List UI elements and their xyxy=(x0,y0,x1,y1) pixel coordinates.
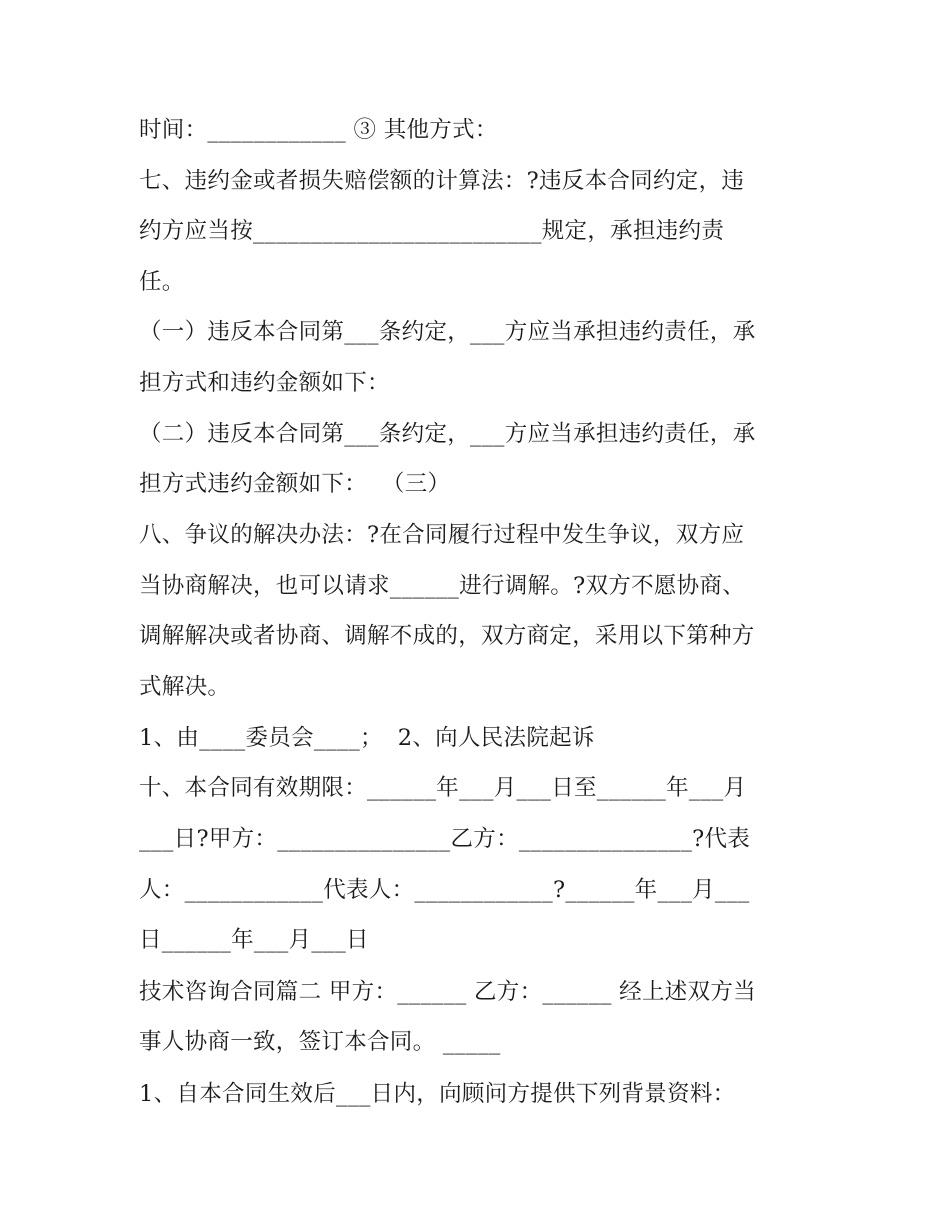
text-line: 任。 xyxy=(139,269,185,295)
text-line: 约方应当按_________________________规定，承担违约责 xyxy=(139,218,725,244)
text-line: 调解解决或者协商、调解不成的，双方商定，采用以下第种方 xyxy=(139,623,755,649)
text-line: 时间：____________ ③ 其他方式： xyxy=(139,117,498,143)
text-line: 八、争议的解决办法：?在合同履行过程中发生争议，双方应 xyxy=(139,522,745,548)
text-line: 1、由____委员会____； 2、向人民法院起诉 xyxy=(139,725,595,751)
text-line: 式解决。 xyxy=(139,674,231,700)
text-line: （二）违反本合同第___条约定，___方应当承担违约责任，承 xyxy=(139,421,756,447)
text-line: 技术咨询合同篇二 甲方：______ 乙方：______ 经上述双方当 xyxy=(139,979,756,1005)
text-line: 担方式和违约金额如下： xyxy=(139,370,390,396)
text-line: （一）违反本合同第___条约定，___方应当承担违约责任，承 xyxy=(139,319,756,345)
text-line: 人：____________代表人：____________?______年___月___ xyxy=(139,877,750,903)
text-line: 七、违约金或者损失赔偿额的计算法：?违反本合同约定，违 xyxy=(139,168,745,194)
text-line: 1、自本合同生效后___日内，向顾问方提供下列背景资料： xyxy=(139,1081,736,1107)
text-line: 事人协商一致，签订本合同。 _____ xyxy=(139,1029,501,1055)
text-line: 当协商解决，也可以请求______进行调解。?双方不愿协商、 xyxy=(139,573,746,599)
text-line: ___日?甲方：_______________乙方：_______________?代表 xyxy=(139,826,751,852)
text-line: 十、本合同有效期限：______年___月___日至______年___月 xyxy=(139,775,747,801)
text-line: 日______年___月___日 xyxy=(139,927,369,953)
text-line: 担方式违约金额如下： （三） xyxy=(139,471,451,497)
